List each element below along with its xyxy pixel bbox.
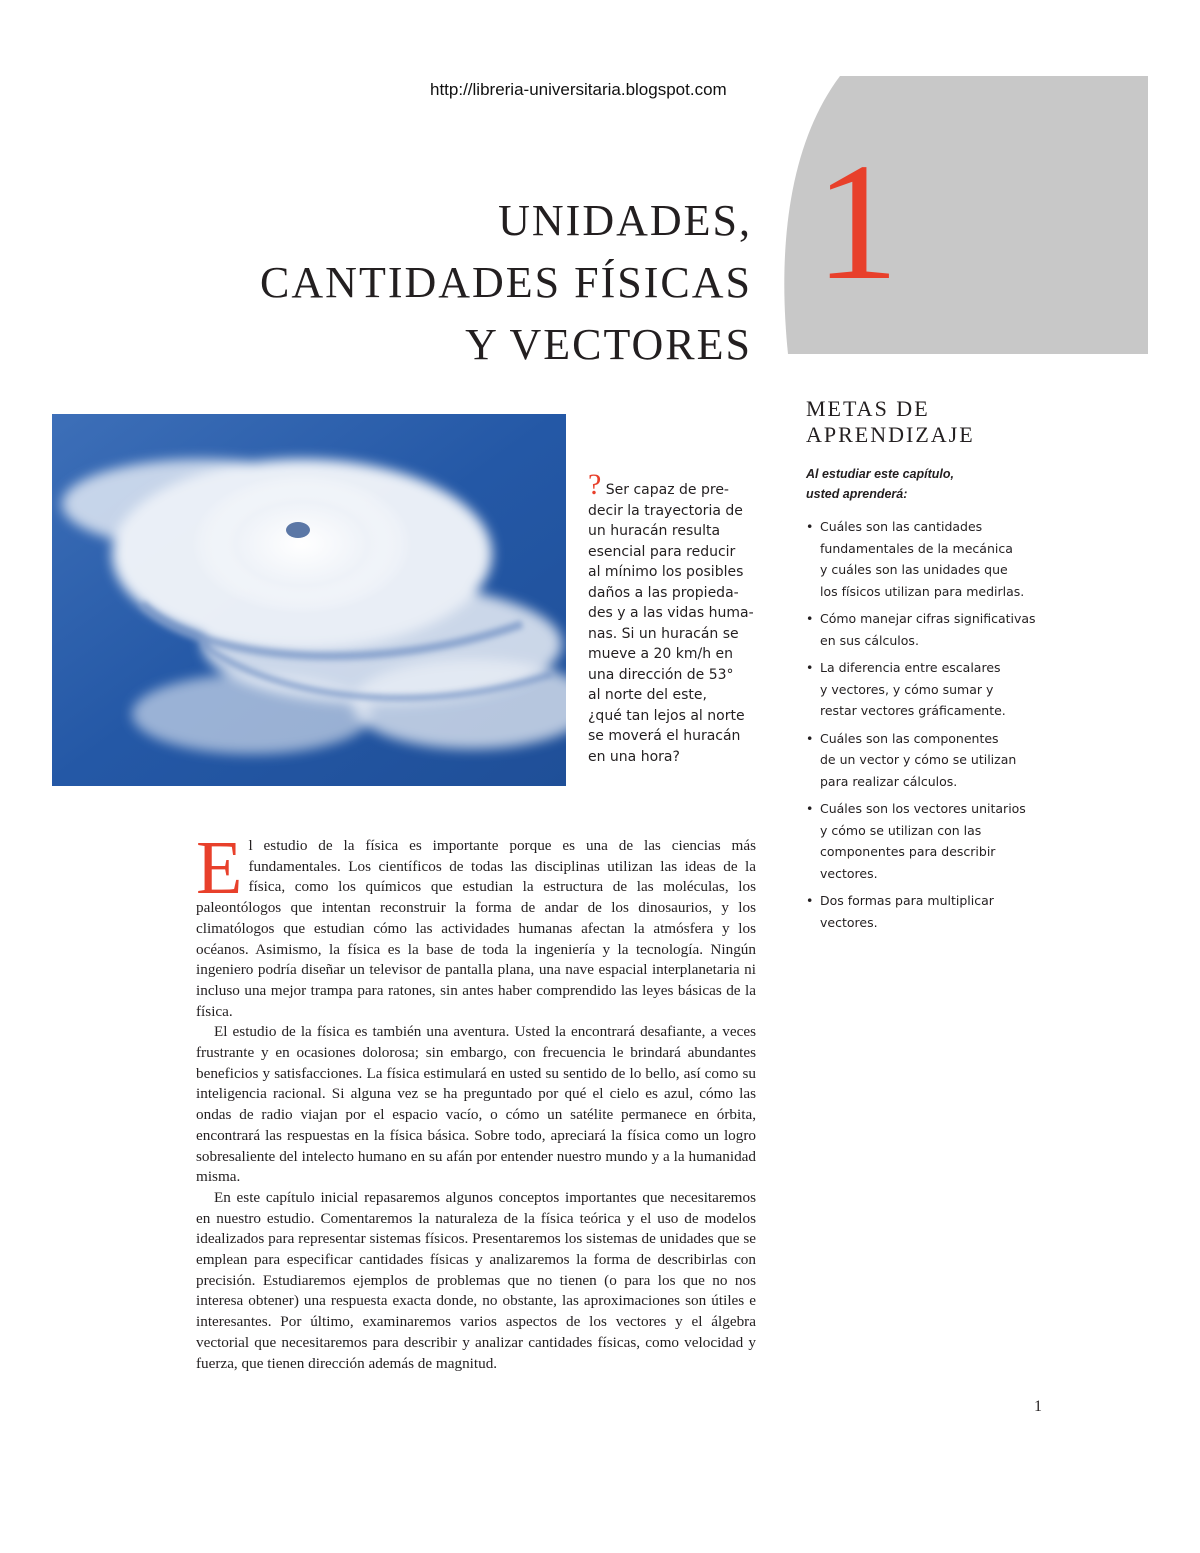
question-mark: ? bbox=[588, 468, 602, 501]
goal-line: restar vectores gráficamente. bbox=[820, 703, 1006, 718]
hurricane-eye bbox=[286, 522, 310, 538]
goal-line: componentes para describir bbox=[820, 844, 996, 859]
goal-line: de un vector y cómo se utilizan bbox=[820, 752, 1017, 767]
drop-cap: E bbox=[196, 826, 243, 910]
goal-line: vectores. bbox=[820, 914, 878, 930]
goal-line: vectores. bbox=[820, 865, 878, 881]
hurricane-illustration bbox=[52, 414, 566, 786]
photo-caption bbox=[588, 468, 758, 767]
heading-line: METAS DE bbox=[806, 396, 930, 421]
goal-item bbox=[806, 608, 1056, 651]
goal-item bbox=[806, 798, 1056, 884]
chapter-introduction bbox=[196, 826, 756, 1374]
goal-line: • Cuáles son las componentes bbox=[820, 730, 999, 746]
goal-item bbox=[806, 516, 1056, 602]
goal-line: • Cuáles son las cantidades bbox=[820, 519, 983, 534]
heading-line: APRENDIZAJE bbox=[806, 422, 975, 447]
page-number: 1 bbox=[1034, 1398, 1042, 1415]
chapter-title-line: CANTIDADES FÍSICAS bbox=[260, 258, 752, 307]
chapter-number: 1 bbox=[815, 129, 899, 315]
goal-line: en sus cálculos. bbox=[820, 632, 919, 648]
goal-item bbox=[806, 890, 1056, 933]
caption-line: Ser capaz de pre- bbox=[605, 482, 729, 498]
learning-goals-list bbox=[806, 516, 1056, 933]
goal-line: para realizar cálculos. bbox=[820, 773, 958, 789]
goal-line: fundamentales de la mecánica bbox=[820, 540, 1013, 556]
goal-item bbox=[806, 728, 1056, 793]
intro-paragraph: En este capítulo inicial repasaremos algunos conceptos importantes que necesitaremos en nuestro estudio. Comentaremos la naturaleza de la física teórica y el uso de modelos idealizados para representar sistemas físicos. Presentaremos los sistemas de unidades que se emplean para especificar cantidades físicas y analizaremos la forma de describirlas con precisión. Estudiaremos ejemplos de problemas que no tienen (o para los que no nos interesa obtener) una respuesta exacta donde, no obstante, las aproximaciones son útiles e interesantes. Por último, examinaremos varios aspectos de los vectores y el álgebra vectorial que necesitaremos para describir y analizar cantidades físicas, como velocidad y fuerza, que tienen dirección además de magnitud. bbox=[196, 1188, 756, 1372]
caption-line: esencial para reducir bbox=[588, 543, 736, 560]
caption-line: un huracán resulta bbox=[588, 523, 721, 539]
hurricane-photo bbox=[52, 414, 566, 786]
caption-line: mueve a 20 km/h en bbox=[588, 646, 734, 662]
learning-goals-sidebar bbox=[806, 396, 1056, 939]
chapter-title bbox=[260, 190, 752, 376]
goal-line: y cómo se utilizan con las bbox=[820, 822, 982, 838]
caption-line: al norte del este, bbox=[588, 687, 707, 703]
intro-line: usted aprenderá: bbox=[806, 487, 908, 501]
caption-line: una dirección de 53° bbox=[588, 666, 734, 683]
intro-line: Al estudiar este capítulo, bbox=[806, 467, 954, 481]
caption-line: nas. Si un huracán se bbox=[588, 625, 739, 642]
goal-line: y vectores, y cómo sumar y bbox=[820, 681, 994, 697]
chapter-title-line: Y VECTORES bbox=[465, 320, 752, 369]
goal-item bbox=[806, 657, 1056, 722]
chapter-title-line: UNIDADES, bbox=[498, 196, 752, 245]
caption-line: en una hora? bbox=[588, 748, 680, 765]
learning-goals-heading bbox=[806, 396, 1056, 448]
caption-line: ¿qué tan lejos al norte bbox=[588, 707, 745, 724]
goal-line: • Cuáles son los vectores unitarios bbox=[820, 801, 1026, 816]
caption-line: se moverá el huracán bbox=[588, 728, 741, 744]
paragraph-text: l estudio de la física es importante porque es una de las ciencias más fundamentales. Los científicos de todas las disciplinas utilizan las ideas de la física, como los químicos que estudian la estructura de las moléculas, los paleontólogos que intentan reconstruir la forma de andar de los dinosaurios, y los climatólogos que estudian cómo las actividades humanas afectan la atmósfera y los océanos. Asimismo, la física es la base de toda la ingeniería y la tecnología. Ningún ingeniero podría diseñar un televisor de pantalla plana, una nave espacial interplanetaria ni incluso una mejor trampa para ratones, sin antes haber comprendido las leyes básicas de la física. bbox=[196, 837, 756, 1020]
goal-line: • La diferencia entre escalares bbox=[820, 660, 1001, 675]
source-url[interactable]: http://libreria-universitaria.blogspot.com bbox=[430, 80, 727, 99]
goal-line: los físicos utilizan para medirlas. bbox=[820, 583, 1025, 599]
caption-line: des y a las vidas huma- bbox=[588, 605, 754, 621]
caption-line: decir la trayectoria de bbox=[588, 502, 743, 519]
caption-line: daños a las propieda- bbox=[588, 584, 739, 601]
learning-goals-intro bbox=[806, 464, 1056, 504]
goal-line: • Cómo manejar cifras significativas bbox=[820, 611, 1036, 626]
intro-paragraph: El estudio de la física es también una aventura. Usted la encontrará desafiante, a veces frustrante y en ocasiones dolorosa; sin embargo, con frecuencia le brindará abundantes beneficios y satisfacciones. La física estimulará en usted su sentido de lo bello, así como su inteligencia racional. Si alguna vez se ha preguntado por qué el cielo es azul, cómo las ondas de radio viajan por el espacio vacío, o cómo un satélite permanece en órbita, encontrará las respuestas en la física básica. Sobre todo, apreciará la física como un logro sobresaliente del intelecto humano en su afán por entender nuestro mundo y a la humanidad misma. bbox=[196, 1023, 756, 1186]
goal-line: y cuáles son las unidades que bbox=[820, 562, 1008, 577]
goal-line: • Dos formas para multiplicar bbox=[820, 893, 994, 908]
caption-line: al mínimo los posibles bbox=[588, 564, 744, 580]
intro-paragraph bbox=[196, 826, 756, 1022]
